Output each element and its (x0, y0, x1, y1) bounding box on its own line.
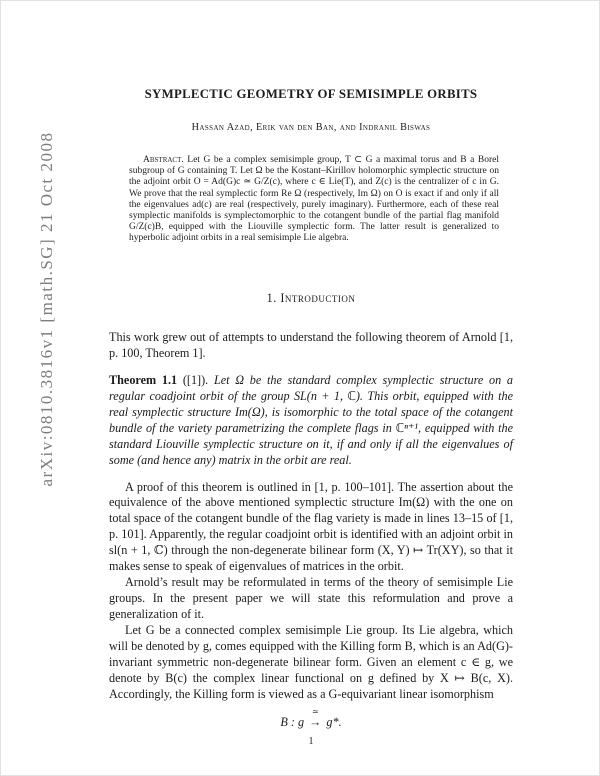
theorem-citation: ([1]). (177, 372, 214, 387)
theorem-label: Theorem 1.1 (109, 372, 178, 387)
equation-lhs: B : g (280, 715, 308, 730)
intro-paragraph-2: A proof of this theorem is outlined in [1, p. 100–101]. The assertion about the equivalence of the above mentioned symplectic structure Im(Ω) with the one on total space of the cotangent bundle of the flag variety is made in lines 13–15 of [1, p. 101]. Apparently, the regular coadjoint orbit is identified with an adjoint orbit in sl(n + 1, ℂ) through the non-degenerate bilinear form (X, Y) ↦ Tr(XY), so that it makes sense to speak of eigenvalues of matrices in the orbit. (109, 479, 513, 574)
intro-paragraph-4: Let G be a connected complex semisimple Lie group. Its Lie algebra, which will be denoted by g, comes equipped with the Killing form B, which is an Ad(G)-invariant symmetric non-degenerate bilinear form. Given an element c ∈ g, we denote by B(c) the complex linear functional on g defined by X ↦ B(c, X). Accordingly, the Killing form is viewed as a G-equivariant linear isomorphism (109, 623, 513, 702)
arrow-glyph: → (309, 715, 322, 730)
page-number: 1 (308, 736, 314, 748)
isomorphism-arrow-label: ≃ (311, 707, 319, 717)
paper-authors: Hassan Azad, Erik van den Ban, and Indranil Biswas (191, 122, 431, 133)
paper-title: SYMPLECTIC GEOMETRY OF SEMISIMPLE ORBITS (144, 87, 478, 101)
abstract-block (129, 155, 499, 245)
killing-form-equation (109, 707, 513, 730)
arxiv-watermark: arXiv:0810.3816v1 [math.SG] 21 Oct 2008 (37, 131, 56, 487)
theorem-1-1 (109, 373, 513, 469)
abstract-text: Let G be a complex semisimple group, T ⊂ G a maximal torus and B a Borel subgroup of G containing T. Let Ω be the Kostant–Kirillov holomorphic symplectic structure on the adjoint orbit O = Ad(G)c ≃ G/Z(c), where c ∈ Lie(T), and Z(c) is the centralizer of c in G. We prove that the real symplectic form Re Ω (respectively, Im Ω) on O is exact if and only if all the eigenvalues ad(c) are real (respectively, purely imaginary). Furthermore, each of these real symplectic manifolds is symplectomorphic to the cotangent bundle of the partial flag manifold G/Z(c)B, equipped with the Liouville symplectic form. The latter result is generalized to hyperbolic adjoint orbits in a real semisimple Lie algebra. (129, 155, 499, 244)
equation-rhs: g*. (323, 715, 342, 730)
intro-paragraph-1: This work grew out of attempts to understand the following theorem of Arnold [1, p. 100, Theorem 1]. (109, 329, 513, 360)
section-heading-introduction: 1. Introduction (266, 290, 356, 305)
isomorphism-arrow (309, 707, 322, 730)
paper-content (109, 87, 513, 747)
abstract-label: Abstract. (143, 155, 184, 165)
theorem-body: Let Ω be the standard complex symplectic structure on a regular coadjoint orbit of the group SL(n + 1, ℂ). This orbit, equipped with the real symplectic structure Im(Ω), is isomorphic to the total space of the cotangent bundle of the variety parametrizing the complete flags in ℂⁿ⁺¹, equipped with the standard Liouville symplectic structure on it, if and only if all the eigenvalues of some (and hence any) matrix in the orbit are real. (109, 372, 513, 467)
intro-paragraph-3: Arnold’s result may be reformulated in terms of the theory of semisimple Lie groups. In the present paper we will state this reformulation and prove a generalization of it. (109, 575, 513, 622)
